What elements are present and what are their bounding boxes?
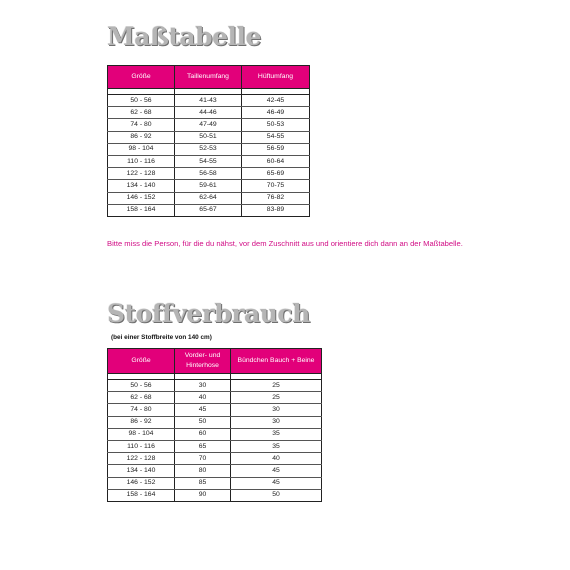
size-table-row <box>108 155 310 167</box>
fabric-table-row <box>108 477 322 489</box>
table-cell: 30 <box>231 404 322 416</box>
fabric-table-header: Größe <box>108 349 175 374</box>
size-table-row <box>108 95 310 107</box>
table-cell: 30 <box>175 380 231 392</box>
table-cell: 44-46 <box>175 107 242 119</box>
size-table-header-row <box>108 66 310 89</box>
table-cell: 65-69 <box>242 168 310 180</box>
table-cell: 98 - 104 <box>108 143 175 155</box>
size-table-row <box>108 131 310 143</box>
table-cell: 146 - 152 <box>108 477 175 489</box>
table-cell: 65 <box>175 440 231 452</box>
table-cell: 62 - 68 <box>108 392 175 404</box>
table-cell: 70-75 <box>242 180 310 192</box>
fabric-table-body <box>108 374 322 502</box>
table-cell: 40 <box>231 453 322 465</box>
table-cell: 45 <box>231 477 322 489</box>
table-cell: 50 <box>231 489 322 501</box>
table-cell: 70 <box>175 453 231 465</box>
table-cell: 56-59 <box>242 143 310 155</box>
table-cell: 86 - 92 <box>108 416 175 428</box>
size-table-row <box>108 143 310 155</box>
size-table <box>107 65 310 217</box>
fabric-table-row <box>108 404 322 416</box>
fabric-table-row <box>108 428 322 440</box>
table-cell: 56-58 <box>175 168 242 180</box>
table-cell: 158 - 164 <box>108 489 175 501</box>
fabric-table <box>107 348 322 502</box>
size-table-body <box>108 89 310 217</box>
table-cell: 41-43 <box>175 95 242 107</box>
table-cell: 52-53 <box>175 143 242 155</box>
table-cell: 85 <box>175 477 231 489</box>
table-cell: 158 - 164 <box>108 204 175 216</box>
table-cell: 134 - 140 <box>108 180 175 192</box>
table-cell: 46-49 <box>242 107 310 119</box>
table-cell: 54-55 <box>175 155 242 167</box>
table-cell: 86 - 92 <box>108 131 175 143</box>
size-table-row <box>108 119 310 131</box>
fabric-table-row <box>108 392 322 404</box>
table-cell: 134 - 140 <box>108 465 175 477</box>
table-cell: 50 - 56 <box>108 95 175 107</box>
size-table-row <box>108 180 310 192</box>
table-cell: 25 <box>231 380 322 392</box>
table-cell: 35 <box>231 428 322 440</box>
table-cell: 42-45 <box>242 95 310 107</box>
fabric-table-row <box>108 380 322 392</box>
fabric-table-header: Vorder- und Hinterhose <box>175 349 231 374</box>
fabric-width-note: (bei einer Stoffbreite von 140 cm) <box>111 334 212 341</box>
table-cell: 50-51 <box>175 131 242 143</box>
fabric-table-row <box>108 440 322 452</box>
fabric-table-header-row <box>108 349 322 374</box>
fabric-table-row <box>108 489 322 501</box>
size-table-row <box>108 204 310 216</box>
size-table-header: Hüftumfang <box>242 66 310 89</box>
table-cell: 45 <box>175 404 231 416</box>
size-table-header: Größe <box>108 66 175 89</box>
table-cell: 65-67 <box>175 204 242 216</box>
size-table-title: Maßtabelle <box>107 22 261 51</box>
table-cell: 50 <box>175 416 231 428</box>
fabric-table-row <box>108 453 322 465</box>
size-table-header: Taillenumfang <box>175 66 242 89</box>
size-table-row <box>108 192 310 204</box>
table-cell: 59-61 <box>175 180 242 192</box>
table-cell: 50 - 56 <box>108 380 175 392</box>
table-cell: 83-89 <box>242 204 310 216</box>
table-cell: 90 <box>175 489 231 501</box>
size-table-row <box>108 107 310 119</box>
table-cell: 60-64 <box>242 155 310 167</box>
size-table-row <box>108 168 310 180</box>
table-cell: 98 - 104 <box>108 428 175 440</box>
table-cell: 60 <box>175 428 231 440</box>
fabric-table-row <box>108 416 322 428</box>
table-cell: 50-53 <box>242 119 310 131</box>
table-cell: 74 - 80 <box>108 404 175 416</box>
table-cell: 74 - 80 <box>108 119 175 131</box>
table-cell: 122 - 128 <box>108 453 175 465</box>
table-cell: 30 <box>231 416 322 428</box>
table-cell: 122 - 128 <box>108 168 175 180</box>
table-cell: 110 - 116 <box>108 155 175 167</box>
table-cell: 54-55 <box>242 131 310 143</box>
table-cell: 146 - 152 <box>108 192 175 204</box>
table-cell: 62 - 68 <box>108 107 175 119</box>
table-cell: 76-82 <box>242 192 310 204</box>
fabric-table-row <box>108 465 322 477</box>
table-cell: 25 <box>231 392 322 404</box>
table-cell: 40 <box>175 392 231 404</box>
measure-note: Bitte miss die Person, für die du nähst, vor dem Zuschnitt aus und orientiere dich dann an der Maßtabelle. <box>107 239 463 248</box>
table-cell: 47-49 <box>175 119 242 131</box>
table-cell: 80 <box>175 465 231 477</box>
fabric-table-title: Stoffverbrauch <box>107 299 310 328</box>
fabric-table-header: Bündchen Bauch + Beine <box>231 349 322 374</box>
table-cell: 62-64 <box>175 192 242 204</box>
table-cell: 110 - 116 <box>108 440 175 452</box>
table-cell: 45 <box>231 465 322 477</box>
table-cell: 35 <box>231 440 322 452</box>
